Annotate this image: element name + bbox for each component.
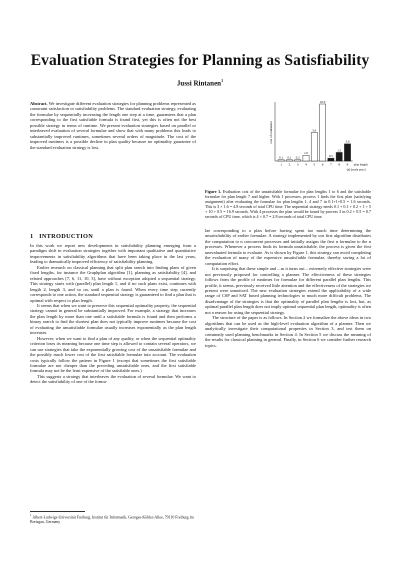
bar-value-label: 1.5: [337, 148, 342, 153]
figure-caption-text: Evaluation cost of the unsatisfiable formulae for plan lengths 1 to 6 and the satisfiable formulae for plan length 7 and higher. With 1 processes, process 1 finds the first plan (satisfying assignment) after evaluating the formulae for plan lengths 1, 4 and 7 in 0.1+1+0.5 = 1.6 seconds. This is 3 × 1.6 = 4.8 seconds of total CPU time. The sequential strategy needs 0.1 + 0.1 + 0.2 + 1 + 5 + 10 + 0.5 = 16.9 seconds. With 4 processes the plan would be found by process 3 in 0.2 + 0.5 = 0.7 seconds of CPU time, which is 4 × 0.7 = 2.8 seconds of total CPU time.: [205, 189, 371, 219]
section-number: 1: [30, 233, 34, 240]
bar-value-label: 0.1: [287, 155, 292, 160]
x-tick-label: 5: [313, 162, 316, 167]
footnote-mark: 1: [30, 513, 32, 517]
bar-value-label: 0.2: [295, 155, 300, 160]
bar-value-label: 1.0: [304, 151, 308, 156]
figure-1-bar-chart: [262, 98, 400, 188]
footnote-divider: [30, 511, 85, 512]
paragraph: lae corresponding to a plan before having spent too much time determining the unsatisfiability of earlier formulae. A strategy implemented by our first algorithm distributes the computation to n concurrent processes and initially assigns the first n formulae to the n processes. Whenever a process finds its formula unsatisfiable, the process is given the first unevaluated formula to evaluate. As is shown by Figure 1, this strategy can avoid completing the evaluation of many of the expensive unsatisfiable formulae, thereby saving a lot of computation effort.: [205, 228, 371, 266]
x-tick-label: 4: [305, 162, 307, 167]
bar: [303, 155, 309, 161]
author-footnote-mark: 1: [221, 78, 224, 83]
abstract: [30, 101, 196, 150]
intro-right-column: [205, 228, 371, 348]
author-line: [0, 78, 400, 87]
x-axis-extra-label: (n) (early proc): [346, 167, 366, 172]
author-name: Jussi Rintanen: [176, 79, 222, 88]
x-axis-label: plan length: [353, 162, 368, 167]
bar: [278, 160, 284, 161]
x-tick-label: 8: [338, 162, 341, 167]
x-tick-label: 7: [330, 162, 332, 167]
footnote-text: Albert-Ludwigs-Universität Freiburg, Institut für Informatik, Georges-Köhler-Allee, 79110 Freiburg im Breisgau, Germany: [30, 515, 194, 525]
figure-label: Figure 1.: [205, 189, 222, 194]
bar: [328, 158, 334, 161]
bar-value-label: 0.5: [328, 153, 333, 158]
abstract-label: Abstract.: [30, 101, 48, 106]
abstract-text: We investigate different evaluation strategies for planning problems represented as constraint satisfaction or satisfiability problems. The standard evaluation strategy, evaluating the formulae by sequentially increasing the length one step at a time, guarantees that a plan corresponding to the first satisfiable formula is found first, yet this is often not the best possible strategy in terms of runtime. We present evaluation strategies based on parallel or interleaved evaluation of several formulae and show that with many problems this leads to substantially improved runtimes, sometimes several orders of magnitude. The cost of the improved runtimes is a possible decline in plan quality because no optimality guarantee of the standard evaluation strategy is lost.: [30, 101, 197, 150]
bar: [336, 152, 342, 161]
x-tick-label: 9: [346, 162, 349, 167]
paragraph: Earlier research on classical planning that split plan search into finding plans of given fixed lengths, for instance the Graphplan algorithm [1], planning as satisfiability [4], and related approaches [7, 6, 11, 10, 3], have without exception adopted a sequential strategy. This strategy starts with (parallel) plan length 1, and if no such plans exist, continues with length 2, length 3, and so on, until a plan is found. When every time step currently corresponds to one action, the standard sequential strategy is guaranteed to find a plan that is optimal with respect to plan length.: [30, 264, 196, 303]
x-tick-label: 1: [280, 162, 282, 167]
paragraph: It seems that when we want to preserve this sequential optimality property, the sequential strategy cannot in general be substantially improved. For example, a strategy that increases the plan length by more than one until a satisfiable formula is found and then performs a binary search to find the shortest plan does not typically improve runtimes because the cost of evaluating the unsatisfiable formulae usually increases exponentially as the plan length increases.: [30, 302, 196, 336]
bar: [295, 160, 301, 161]
paragraph: It is surprising that these simple and – as it turns out – extremely effective strategies were not previously proposed for controlling a planner. The effectiveness of these strategies follows from the profile of runtimes for formulae for different parallel plan lengths. This profile, it seems, previously received little attention and the effectiveness of the strategies we present were unnoticed. The new evaluation strategies extend the applicability of a wide range of CSP and SAT based planning technologies to much more difficult problems. The disadvantage of the strategies is that the optimality of parallel plan lengths is lost, but, as optimal parallel plan length does not imply optimal sequential plan length, optimality is often not a reason for using the sequential strategy.: [205, 266, 371, 315]
y-axis-label: cost of evaluation: [269, 121, 273, 144]
x-tick-label: 6: [321, 162, 324, 167]
paragraph: In this work we report new developments in satisfiability planning emerging from a paradigm shift in evaluation strategies together with important qualitative and quantitative improvements in satisfiability algorithms that have been taking place in the last years, leading to dramatically improved efficiency of satisfiability planning.: [30, 243, 196, 265]
paragraph: The structure of the paper is as follows. In Section 2 we formalize the above ideas in two algorithms that can be used as the high-level evaluation algorithm of a planner. Then we analytically investigate their computational properties in Section 3, and test them on commonly used planning benchmarks in Section 4. In Section 5 we discuss the meaning of the results for classical planning in general. Finally, in Section 6 we consider further research topics.: [205, 315, 371, 348]
figure-caption: [205, 189, 371, 219]
bar-value-label: 0.1: [279, 155, 284, 160]
bar: [286, 160, 292, 161]
section-heading: [30, 233, 93, 240]
bar: [344, 144, 350, 161]
paragraph: This suggests a strategy that interleaves the evaluation of several formulae. We want to detect the satisfiability of one of the formu-: [30, 373, 196, 385]
x-tick-label: 2: [288, 162, 291, 167]
bar: [311, 133, 317, 162]
footnote: [30, 513, 196, 525]
intro-left-column: [30, 243, 196, 385]
x-tick-label: 3: [296, 162, 299, 167]
paragraph: However, when we want to find a plan of any quality, or when the sequential optimality criterion loses its meaning because one time step is allowed to contain several operators, we can use strategies that take the exponentially growing cost of the unsatisfiable formulae and the possibly much lower cost of the first satisfiable formulae into account. The evaluation costs typically follow the pattern in Figure 1 (except that sometimes the first satisfiable formulae are not cheaper than the preceding unsatisfiable ones, and the first satisfiable formula may not be the least expensive of the satisfiable ones.): [30, 335, 196, 374]
section-title: INTRODUCTION: [39, 233, 94, 240]
bar-value-label: 5.0: [312, 128, 317, 133]
bar: [320, 104, 326, 161]
paper-title: Evaluation Strategies for Planning as Satisfiability: [30, 52, 370, 69]
bar-value-label: 3.0: [345, 139, 350, 144]
bar-value-label: 10.0: [319, 99, 326, 104]
